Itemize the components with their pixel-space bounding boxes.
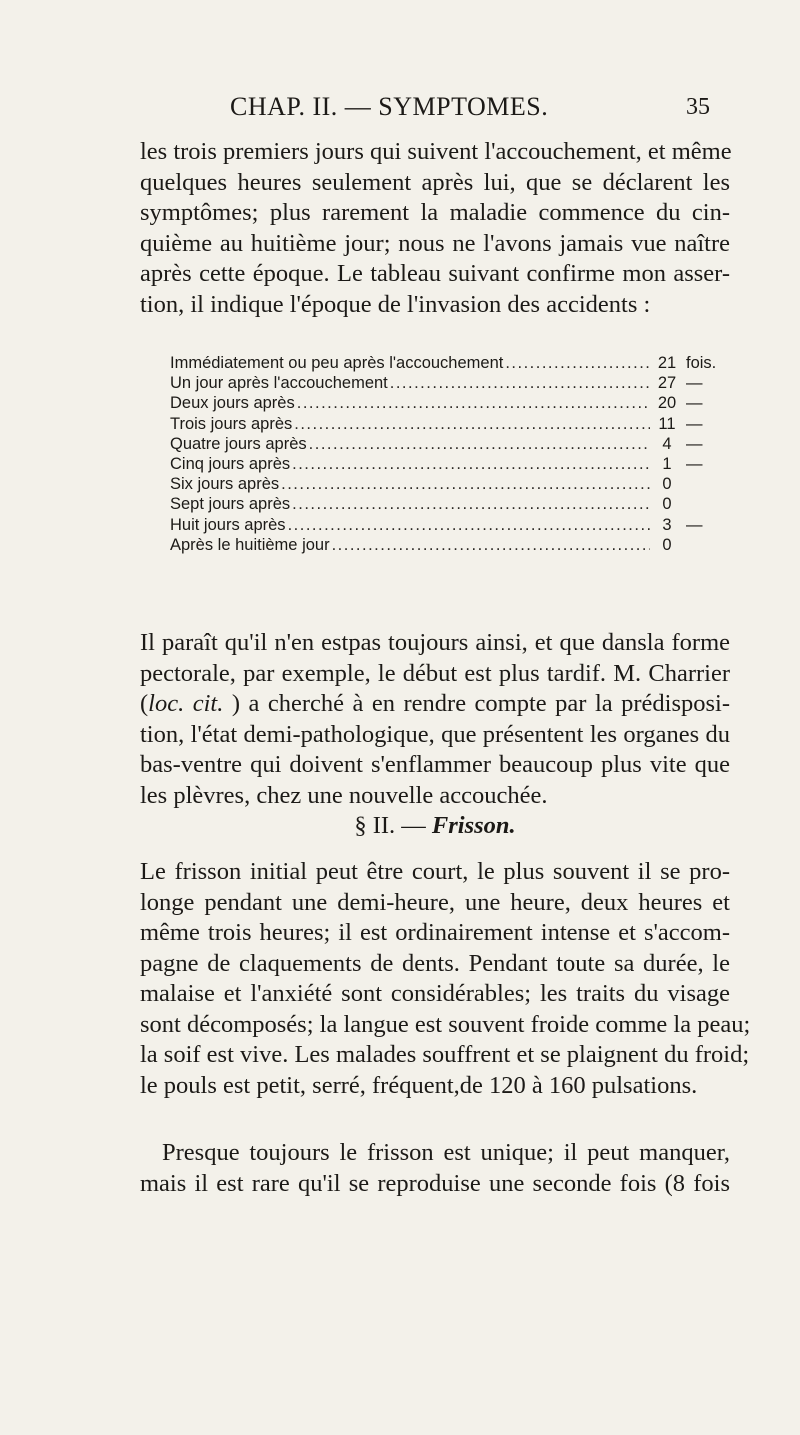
row-value: 21	[657, 354, 677, 372]
leader-dots	[281, 475, 650, 494]
row-unit: —	[686, 394, 703, 413]
row-value: 11	[658, 414, 676, 433]
table-row	[170, 495, 730, 515]
chapter-title: CHAP. II. — SYMPTOMES.	[230, 92, 549, 121]
leader-dots	[297, 394, 650, 413]
text-line: mais il est rare qu'il se reproduise une seconde fois (8 fois	[140, 1169, 730, 1197]
paren-open: (	[140, 690, 149, 717]
leader-dots	[505, 354, 650, 373]
paragraph-unique-frisson	[140, 1138, 730, 1199]
text-line: malaise et l'anxiété sont considérables; les traits du visage	[140, 980, 730, 1007]
page-number: 35	[686, 94, 710, 120]
paragraph-pectoral-form	[140, 628, 730, 811]
text-line: sont décomposés; la langue est souvent froide comme la peau;	[140, 1010, 751, 1038]
row-label: Un jour après l'accouchement	[170, 374, 388, 393]
leader-dots	[390, 374, 650, 393]
text-line: le pouls est petit, serré, fréquent,de 120 à 160 pulsations.	[140, 1071, 698, 1099]
row-label: Huit jours après	[170, 515, 286, 534]
row-value: 27	[657, 374, 677, 393]
citation-italic: loc. cit.	[148, 690, 224, 717]
text-line: Presque toujours le frisson est unique; il peut manquer,	[162, 1139, 730, 1166]
section-number: § II. —	[354, 812, 432, 839]
leader-dots	[309, 435, 650, 454]
text-line: après cette époque. Le tableau suivant confirme mon asser-	[140, 260, 730, 287]
row-value: 0	[662, 495, 672, 514]
row-unit: —	[686, 414, 703, 433]
leader-dots	[292, 495, 650, 514]
text-line: tion, l'état demi-pathologique, que présentent les organes du	[140, 720, 730, 748]
row-label: Deux jours après	[170, 394, 295, 413]
row-value: 20	[657, 394, 677, 413]
row-label: Cinq jours après	[170, 454, 291, 473]
row-unit: —	[686, 454, 703, 473]
onset-table	[170, 354, 730, 556]
text-line: tion, il indique l'époque de l'invasion des accidents :	[140, 290, 651, 318]
text-line: bas-ventre qui doivent s'enflammer beaucoup plus vite que	[140, 751, 730, 778]
text-line	[140, 689, 730, 720]
table-row	[170, 354, 730, 374]
row-value: 0	[662, 535, 672, 554]
row-value: 4	[662, 434, 672, 453]
text-line: Le frisson initial peut être court, le plus souvent il se pro-	[140, 858, 730, 885]
row-label: Six jours après	[170, 475, 280, 494]
text-line: quième au huitième jour; nous ne l'avons jamais vue naître	[140, 229, 730, 257]
row-unit: —	[686, 515, 703, 534]
text-line: les plèvres, chez une nouvelle accouchée.	[140, 781, 548, 809]
leader-dots	[292, 455, 650, 474]
table-row	[170, 435, 730, 455]
running-head	[150, 92, 710, 132]
row-unit: —	[686, 434, 703, 453]
row-unit: —	[686, 374, 703, 393]
table-row	[170, 475, 730, 495]
table-row	[170, 394, 730, 414]
text-line: symptômes; plus rarement la maladie commence du cin-	[140, 199, 730, 226]
text-line: la soif est vive. Les malades souffrent et se plaignent du froid;	[140, 1041, 750, 1068]
text-line: longe pendant une demi-heure, une heure, deux heures et	[140, 888, 730, 916]
row-value: 0	[662, 475, 672, 494]
leader-dots	[288, 516, 650, 535]
row-label: Quatre jours après	[170, 434, 307, 453]
table-row	[170, 374, 730, 394]
text-line: même trois heures; il est ordinairement intense et s'accom-	[140, 919, 730, 946]
paragraph-frisson	[140, 857, 751, 1101]
row-value: 3	[662, 515, 672, 534]
table-row	[170, 415, 730, 435]
text-line: les trois premiers jours qui suivent l'accouchement, et même	[140, 138, 732, 165]
row-label: Sept jours après	[170, 495, 291, 514]
text-line: Il paraît qu'il n'en estpas toujours ainsi, et que dansla forme	[140, 629, 730, 656]
section-title: Frisson.	[431, 812, 516, 839]
text-fragment: ) a cherché à en rendre compte par la prédisposi-	[223, 690, 730, 717]
paragraph-intro	[140, 137, 730, 320]
table-row	[170, 536, 730, 556]
row-value: 1	[662, 454, 672, 473]
row-unit: fois.	[686, 354, 717, 372]
row-label: Après le huitième jour	[170, 535, 330, 554]
section-heading	[140, 812, 730, 840]
row-label: Immédiatement ou peu après l'accouchement	[170, 354, 504, 372]
text-line: pagne de claquements de dents. Pendant toute sa durée, le	[140, 949, 730, 977]
leader-dots	[332, 536, 650, 555]
leader-dots	[294, 415, 650, 434]
row-label: Trois jours après	[170, 414, 293, 433]
text-line: quelques heures seulement après lui, que se déclarent les	[140, 168, 730, 196]
table-row	[170, 455, 730, 475]
table-row	[170, 516, 730, 536]
text-line: pectorale, par exemple, le début est plus tardif. M. Charrier	[140, 659, 730, 687]
